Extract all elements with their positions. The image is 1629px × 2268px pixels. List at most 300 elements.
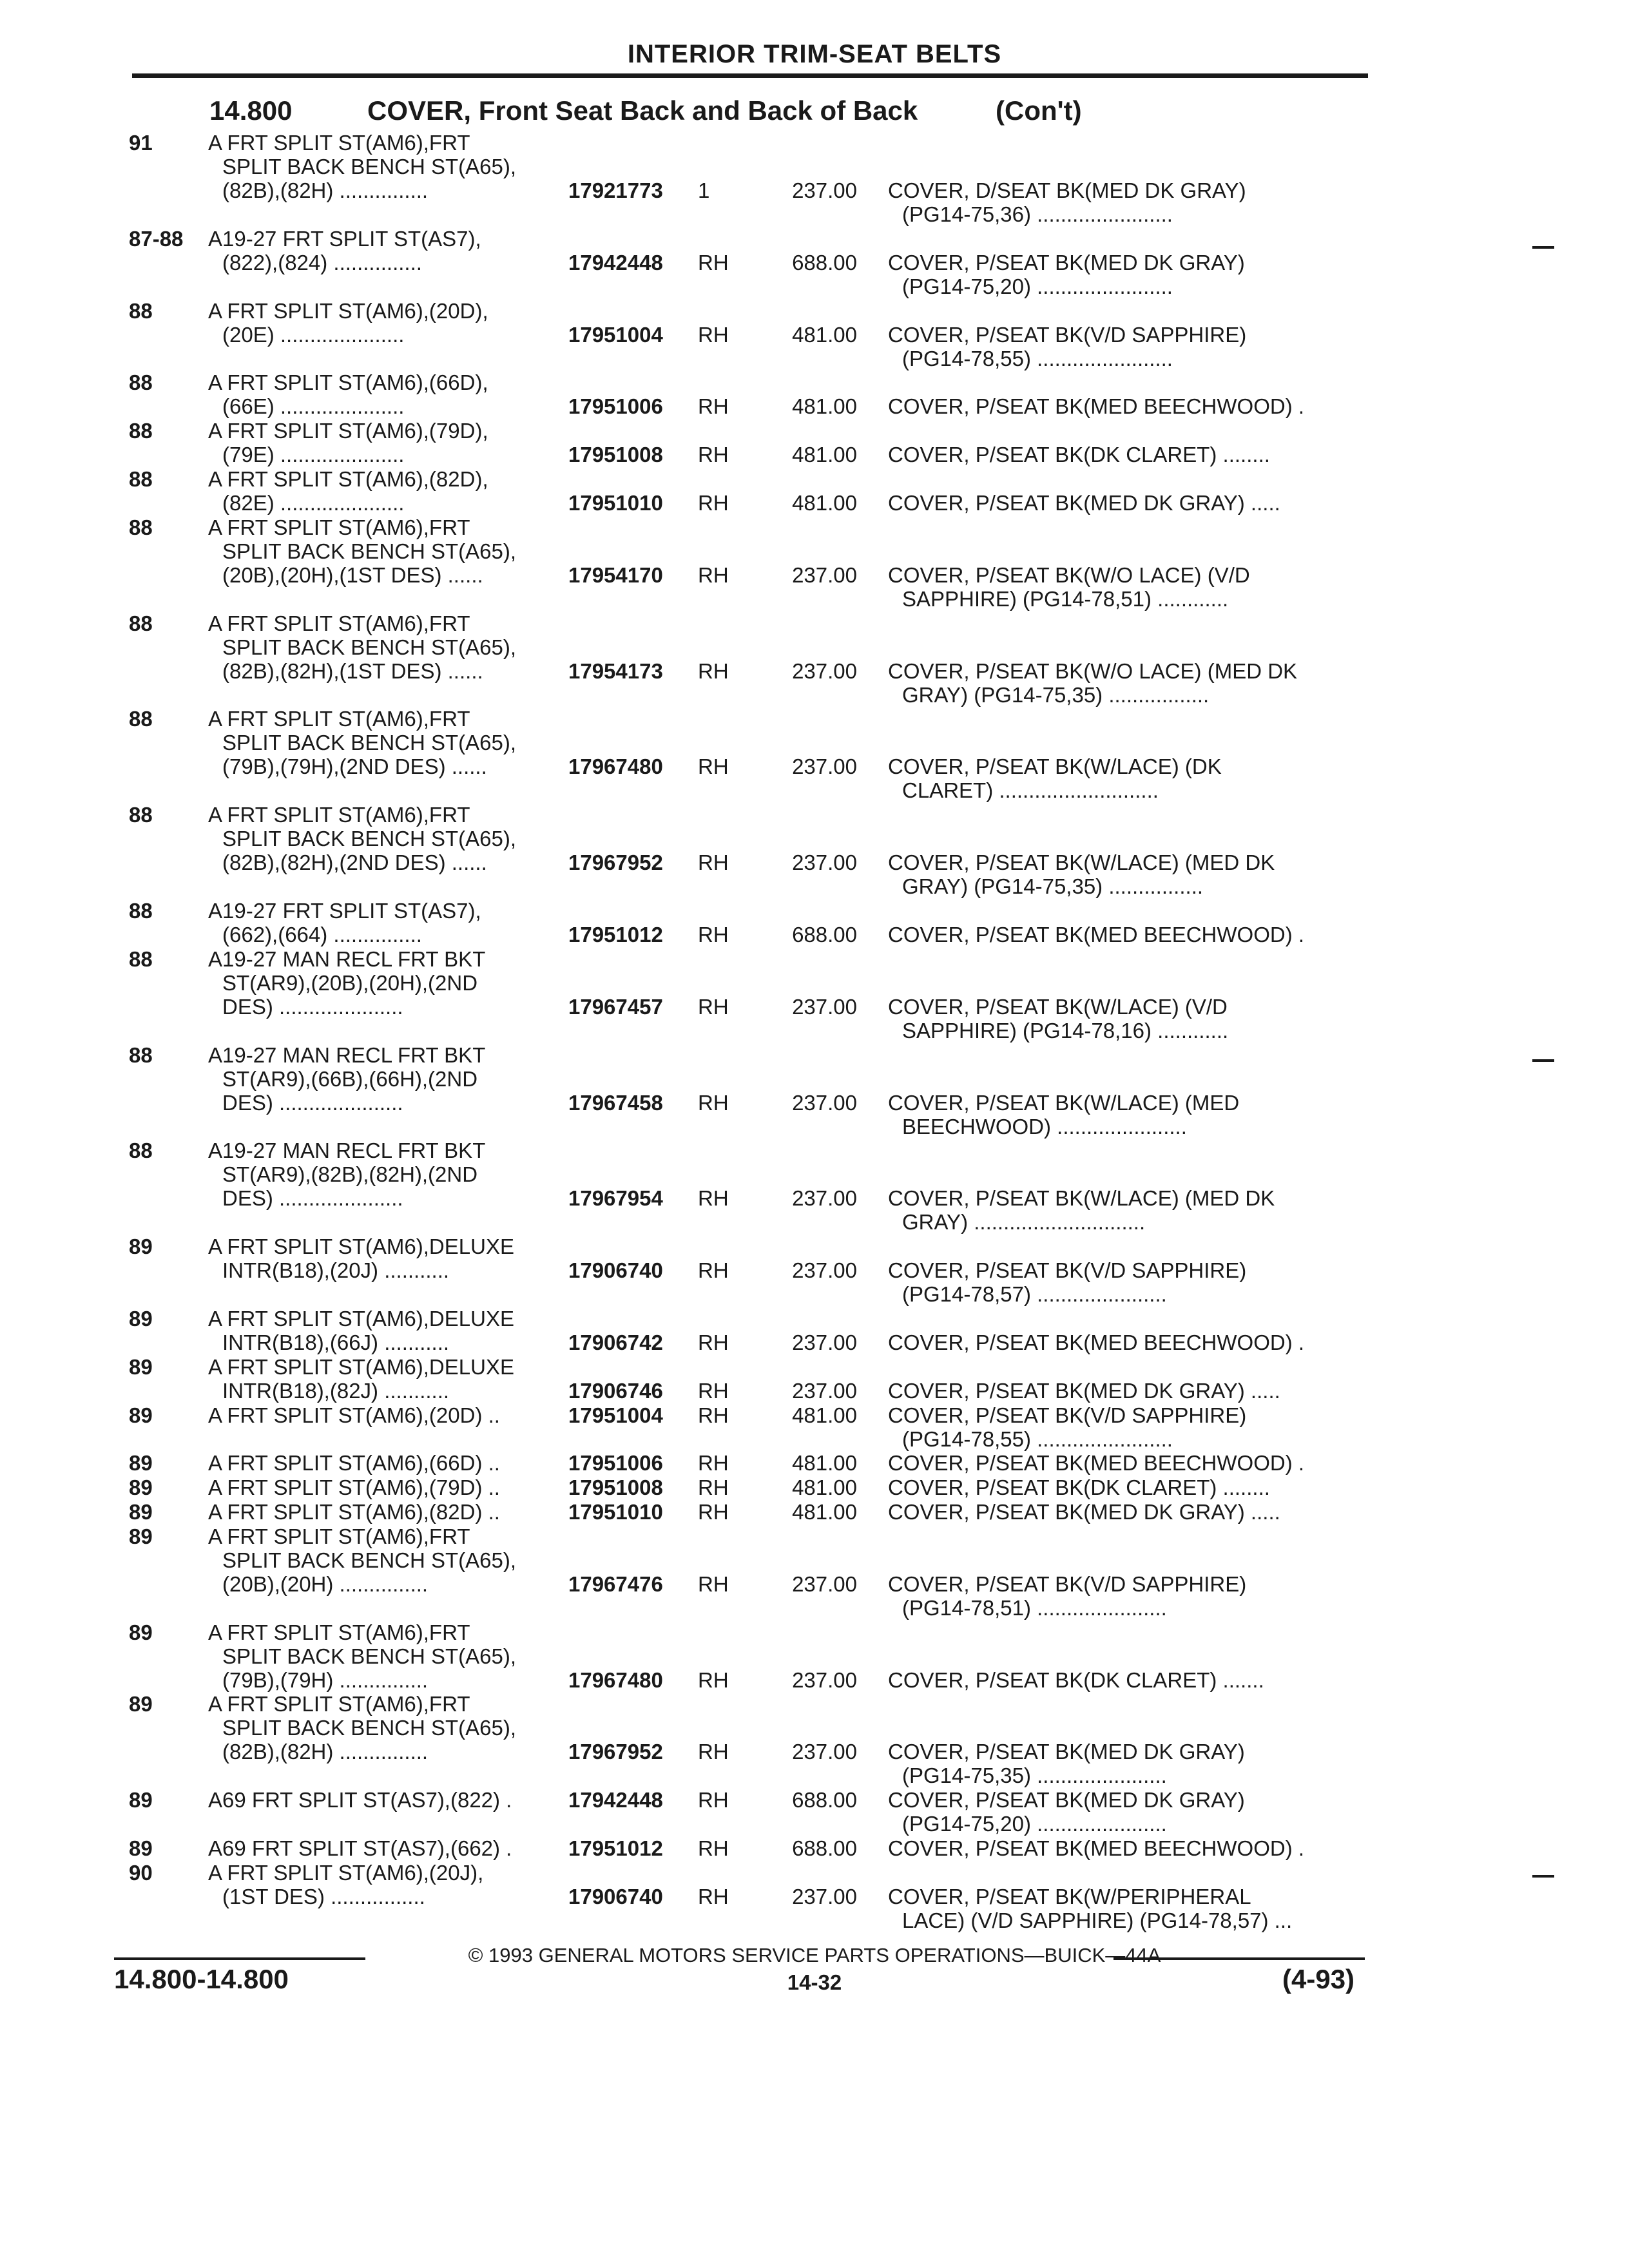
model-text: (82B),(82H) ............... [222, 178, 429, 202]
model-text: SPLIT BACK BENCH ST(A65), [222, 155, 517, 178]
model-text: SPLIT BACK BENCH ST(A65), [222, 635, 517, 659]
model-text: (1ST DES) ................ [222, 1884, 425, 1908]
price: 481.00 [792, 322, 857, 347]
description-text: COVER, P/SEAT BK(W/LACE) (MED DK [888, 1186, 1275, 1211]
model-text: ST(AR9),(66B),(66H),(2ND [222, 1066, 478, 1091]
application-code: 88 [129, 1043, 153, 1067]
model-text: A19-27 MAN RECL FRT BKT [208, 1139, 486, 1163]
entry-line [0, 635, 1629, 659]
entry-line [0, 1331, 1629, 1354]
model-text: A FRT SPLIT ST(AM6),(79D), [208, 419, 488, 443]
entry-line [0, 1812, 1629, 1836]
model-text: A FRT SPLIT ST(AM6),(82D), [208, 466, 488, 491]
model-text: A FRT SPLIT ST(AM6),FRT [208, 611, 470, 635]
part-entry [0, 803, 1629, 898]
entry-line [0, 227, 1629, 251]
model-text: A FRT SPLIT ST(AM6),(66D), [208, 370, 488, 395]
entry-line [0, 1885, 1629, 1908]
model-text: (82B),(82H),(1ST DES) ...... [222, 658, 483, 683]
entry-line [0, 1282, 1629, 1306]
part-entry [0, 419, 1629, 466]
description-text: COVER, P/SEAT BK(W/LACE) (MED [888, 1090, 1240, 1115]
part-entry [0, 1355, 1629, 1403]
model-text: SPLIT BACK BENCH ST(A65), [222, 539, 517, 563]
description-text: (PG14-75,35) ...................... [902, 1763, 1167, 1788]
section-number: 14.800 [209, 95, 293, 126]
part-number: 17951012 [568, 1836, 663, 1860]
application-code: 88 [129, 466, 153, 491]
entry-line [0, 1861, 1629, 1885]
part-number: 17951008 [568, 443, 663, 467]
entry-line [0, 274, 1629, 298]
part-number: 17954170 [568, 562, 663, 587]
model-text: DES) ..................... [222, 994, 403, 1019]
part-entry [0, 1524, 1629, 1620]
page-header: INTERIOR TRIM-SEAT BELTS [627, 40, 1002, 68]
application-code: 89 [129, 1499, 153, 1524]
model-text: (82B),(82H) ............... [222, 1740, 429, 1764]
model-text: (20B),(20H),(1ST DES) ...... [222, 562, 483, 587]
part-number: 17906742 [568, 1330, 663, 1354]
entry-line [0, 419, 1629, 443]
model-text: A FRT SPLIT ST(AM6),DELUXE [208, 1354, 514, 1379]
model-text: (66E) ..................... [222, 394, 405, 419]
part-number: 17967952 [568, 1740, 663, 1764]
description-text: COVER, P/SEAT BK(V/D SAPPHIRE) [888, 1403, 1247, 1427]
entry-line [0, 1548, 1629, 1572]
entry-line [0, 1258, 1629, 1282]
price: 481.00 [792, 1475, 857, 1500]
entry-line [0, 539, 1629, 563]
entry-line [0, 1403, 1629, 1427]
part-entry [0, 370, 1629, 418]
quantity-side: RH [698, 1788, 729, 1812]
parts-list [0, 131, 1629, 1932]
quantity-side: RH [698, 1258, 729, 1283]
part-number: 17906746 [568, 1378, 663, 1403]
quantity-side: RH [698, 1884, 729, 1908]
application-code: 89 [129, 1235, 153, 1259]
entry-line [0, 347, 1629, 370]
model-text: SPLIT BACK BENCH ST(A65), [222, 1644, 517, 1668]
model-text: A FRT SPLIT ST(AM6),FRT [208, 131, 470, 155]
model-text: (82B),(82H),(2ND DES) ...... [222, 850, 487, 875]
part-entry [0, 1475, 1629, 1499]
part-number: 17951006 [568, 1451, 663, 1475]
entry-line [0, 131, 1629, 155]
part-number: 17951012 [568, 922, 663, 947]
entry-line [0, 803, 1629, 827]
model-text: SPLIT BACK BENCH ST(A65), [222, 1548, 517, 1572]
entry-line [0, 202, 1629, 226]
entry-line [0, 827, 1629, 850]
part-number: 17951004 [568, 322, 663, 347]
part-entry [0, 467, 1629, 515]
part-number: 17942448 [568, 1788, 663, 1812]
price: 237.00 [792, 1571, 857, 1596]
quantity-side: RH [698, 1836, 729, 1860]
price: 237.00 [792, 1330, 857, 1354]
quantity-side: RH [698, 1475, 729, 1500]
entry-line [0, 923, 1629, 947]
part-entry [0, 1861, 1629, 1932]
price: 688.00 [792, 1836, 857, 1860]
entry-line [0, 491, 1629, 515]
part-entry [0, 1500, 1629, 1524]
description-text: SAPPHIRE) (PG14-78,16) ............ [902, 1018, 1229, 1043]
entry-line [0, 1740, 1629, 1763]
entry-line [0, 899, 1629, 923]
model-text: SPLIT BACK BENCH ST(A65), [222, 731, 517, 755]
entry-line [0, 659, 1629, 683]
model-text: A FRT SPLIT ST(AM6),(82D) .. [208, 1499, 500, 1524]
price: 237.00 [792, 1090, 857, 1115]
part-entry [0, 1307, 1629, 1354]
entry-line [0, 178, 1629, 202]
margin-mark [1532, 1059, 1554, 1062]
price: 237.00 [792, 1378, 857, 1403]
part-number: 17967476 [568, 1571, 663, 1596]
quantity-side: RH [698, 562, 729, 587]
description-text: (PG14-78,55) ....................... [902, 1427, 1173, 1451]
description-text: COVER, P/SEAT BK(W/PERIPHERAL [888, 1884, 1251, 1908]
price: 237.00 [792, 1186, 857, 1211]
model-text: A69 FRT SPLIT ST(AS7),(662) . [208, 1836, 512, 1860]
quantity-side: RH [698, 394, 729, 419]
part-entry [0, 131, 1629, 226]
description-text: COVER, P/SEAT BK(DK CLARET) ........ [888, 443, 1270, 467]
part-entry [0, 899, 1629, 947]
description-text: COVER, P/SEAT BK(MED DK GRAY) ..... [888, 1499, 1280, 1524]
model-text: INTR(B18),(66J) ........... [222, 1330, 450, 1354]
entry-line [0, 1235, 1629, 1258]
quantity-side: RH [698, 322, 729, 347]
entry-line [0, 1620, 1629, 1644]
section-title: COVER, Front Seat Back and Back of Back [367, 95, 918, 126]
entry-line [0, 1355, 1629, 1379]
description-text: COVER, P/SEAT BK(W/O LACE) (MED DK [888, 658, 1298, 683]
model-text: A FRT SPLIT ST(AM6),(66D) .. [208, 1451, 500, 1475]
application-code: 89 [129, 1306, 153, 1331]
application-code: 89 [129, 1451, 153, 1475]
application-code: 89 [129, 1475, 153, 1500]
quantity-side: RH [698, 1378, 729, 1403]
model-text: A FRT SPLIT ST(AM6),FRT [208, 1524, 470, 1548]
model-text: DES) ..................... [222, 1090, 403, 1115]
model-text: SPLIT BACK BENCH ST(A65), [222, 1716, 517, 1740]
entry-line [0, 611, 1629, 635]
model-text: A69 FRT SPLIT ST(AS7),(822) . [208, 1788, 512, 1812]
price: 237.00 [792, 658, 857, 683]
application-code: 89 [129, 1788, 153, 1812]
entry-line [0, 995, 1629, 1019]
quantity-side: RH [698, 850, 729, 875]
description-text: (PG14-78,57) ...................... [902, 1282, 1167, 1307]
price: 481.00 [792, 443, 857, 467]
quantity-side: RH [698, 1186, 729, 1211]
price: 481.00 [792, 490, 857, 515]
application-code: 89 [129, 1620, 153, 1644]
model-text: A FRT SPLIT ST(AM6),DELUXE [208, 1306, 514, 1331]
price: 688.00 [792, 922, 857, 947]
entry-line [0, 1716, 1629, 1740]
description-text: BEECHWOOD) ...................... [902, 1114, 1187, 1139]
entry-line [0, 971, 1629, 995]
description-text: COVER, P/SEAT BK(MED BEECHWOOD) . [888, 922, 1305, 947]
price: 237.00 [792, 178, 857, 202]
price: 481.00 [792, 1451, 857, 1475]
price: 481.00 [792, 1403, 857, 1427]
description-text: COVER, P/SEAT BK(V/D SAPPHIRE) [888, 1258, 1247, 1283]
application-code: 91 [129, 131, 153, 155]
description-text: CLARET) ........................... [902, 778, 1159, 803]
entry-line [0, 1763, 1629, 1787]
model-text: (822),(824) ............... [222, 250, 422, 274]
price: 688.00 [792, 1788, 857, 1812]
application-code: 88 [129, 515, 153, 539]
entry-line [0, 299, 1629, 323]
model-text: DES) ..................... [222, 1186, 403, 1211]
entry-line [0, 850, 1629, 874]
quantity-side: RH [698, 1451, 729, 1475]
entry-line [0, 1788, 1629, 1812]
description-text: COVER, P/SEAT BK(MED BEECHWOOD) . [888, 1836, 1305, 1860]
price: 237.00 [792, 1667, 857, 1692]
part-number: 17954173 [568, 658, 663, 683]
entry-line [0, 1451, 1629, 1475]
application-code: 89 [129, 1524, 153, 1548]
quantity-side: RH [698, 443, 729, 467]
model-text: (79B),(79H) ............... [222, 1667, 429, 1692]
part-entry [0, 1692, 1629, 1787]
description-text: COVER, P/SEAT BK(W/LACE) (DK [888, 754, 1222, 779]
description-text: COVER, P/SEAT BK(MED DK GRAY) ..... [888, 1378, 1280, 1403]
part-entry [0, 1620, 1629, 1692]
model-text: ST(AR9),(20B),(20H),(2ND [222, 970, 478, 995]
entry-line [0, 1836, 1629, 1860]
description-text: (PG14-78,55) ....................... [902, 346, 1173, 370]
part-entry [0, 947, 1629, 1043]
model-text: INTR(B18),(20J) ........... [222, 1258, 450, 1283]
description-text: COVER, P/SEAT BK(V/D SAPPHIRE) [888, 322, 1247, 347]
entry-line [0, 1644, 1629, 1668]
model-text: A19-27 MAN RECL FRT BKT [208, 947, 486, 971]
price: 237.00 [792, 754, 857, 779]
model-text: (20B),(20H) ............... [222, 1571, 429, 1596]
part-entry [0, 1788, 1629, 1836]
entry-line [0, 731, 1629, 754]
price: 237.00 [792, 562, 857, 587]
entry-line [0, 1668, 1629, 1692]
model-text: A FRT SPLIT ST(AM6),DELUXE [208, 1235, 514, 1259]
description-text: SAPPHIRE) (PG14-78,51) ............ [902, 586, 1229, 611]
model-text: A19-27 MAN RECL FRT BKT [208, 1043, 486, 1067]
application-code: 88 [129, 898, 153, 923]
quantity-side: 1 [698, 178, 710, 202]
quantity-side: RH [698, 754, 729, 779]
part-entry [0, 1139, 1629, 1234]
description-text: COVER, P/SEAT BK(W/LACE) (V/D [888, 994, 1228, 1019]
part-entry [0, 1403, 1629, 1451]
entry-line [0, 1115, 1629, 1139]
entry-line [0, 1596, 1629, 1620]
quantity-side: RH [698, 1330, 729, 1354]
header-rule [132, 73, 1368, 78]
model-text: A FRT SPLIT ST(AM6),(20D) .. [208, 1403, 500, 1427]
model-text: (79E) ..................... [222, 443, 405, 467]
description-text: COVER, P/SEAT BK(MED DK GRAY) [888, 250, 1245, 274]
quantity-side: RH [698, 994, 729, 1019]
price: 481.00 [792, 1499, 857, 1524]
entry-line [0, 1908, 1629, 1932]
entry-line [0, 1067, 1629, 1091]
quantity-side: RH [698, 1403, 729, 1427]
entry-line [0, 1524, 1629, 1548]
description-text: COVER, P/SEAT BK(V/D SAPPHIRE) [888, 1571, 1247, 1596]
price: 237.00 [792, 850, 857, 875]
entry-line [0, 1019, 1629, 1043]
entry-line [0, 587, 1629, 611]
quantity-side: RH [698, 490, 729, 515]
model-text: (662),(664) ............... [222, 922, 422, 947]
application-code: 88 [129, 1139, 153, 1163]
entry-line [0, 1043, 1629, 1067]
description-text: (PG14-75,36) ....................... [902, 202, 1173, 226]
model-text: A FRT SPLIT ST(AM6),FRT [208, 803, 470, 827]
entry-line [0, 1162, 1629, 1186]
description-text: COVER, P/SEAT BK(MED DK GRAY) [888, 1740, 1245, 1764]
quantity-side: RH [698, 1740, 729, 1764]
entry-line [0, 515, 1629, 539]
model-text: A FRT SPLIT ST(AM6),FRT [208, 515, 470, 539]
footer-section-range: 14.800-14.800 [114, 1964, 289, 1994]
footer-page-number: 14-32 [787, 1970, 842, 1994]
price: 237.00 [792, 994, 857, 1019]
description-text: GRAY) ............................. [902, 1210, 1146, 1235]
description-text: COVER, P/SEAT BK(MED DK GRAY) ..... [888, 490, 1280, 515]
entry-line [0, 467, 1629, 491]
description-text: LACE) (V/D SAPPHIRE) (PG14-78,57) ... [902, 1908, 1293, 1932]
price: 481.00 [792, 394, 857, 419]
part-number: 17942448 [568, 250, 663, 274]
entry-line [0, 1475, 1629, 1499]
entry-line [0, 1210, 1629, 1234]
application-code: 89 [129, 1836, 153, 1860]
entry-line [0, 443, 1629, 466]
part-number: 17967480 [568, 754, 663, 779]
description-text: (PG14-75,20) ...................... [902, 1812, 1167, 1836]
footer-copyright: © 1993 GENERAL MOTORS SERVICE PARTS OPERATIONS—BUICK—44A [468, 1944, 1161, 1966]
model-text: ST(AR9),(82B),(82H),(2ND [222, 1162, 478, 1187]
model-text: A19-27 FRT SPLIT ST(AS7), [208, 226, 481, 251]
entry-line [0, 947, 1629, 971]
model-text: (79B),(79H),(2ND DES) ...... [222, 754, 487, 779]
application-code: 90 [129, 1860, 153, 1885]
model-text: A FRT SPLIT ST(AM6),FRT [208, 707, 470, 731]
entry-line [0, 1307, 1629, 1331]
model-text: (82E) ..................... [222, 490, 405, 515]
description-text: COVER, P/SEAT BK(MED DK GRAY) [888, 1788, 1245, 1812]
price: 237.00 [792, 1258, 857, 1283]
description-text: (PG14-75,20) ....................... [902, 274, 1173, 298]
footer-date: (4-93) [1282, 1964, 1355, 1994]
entry-line [0, 778, 1629, 802]
entry-line [0, 707, 1629, 731]
entry-line [0, 394, 1629, 418]
application-code: 87-88 [129, 226, 184, 251]
description-text: COVER, P/SEAT BK(DK CLARET) ........ [888, 1475, 1270, 1500]
margin-mark [1532, 1875, 1554, 1878]
application-code: 89 [129, 1354, 153, 1379]
model-text: A FRT SPLIT ST(AM6),FRT [208, 1620, 470, 1644]
part-entry [0, 1836, 1629, 1860]
part-number: 17951010 [568, 490, 663, 515]
quantity-side: RH [698, 1571, 729, 1596]
part-number: 17967458 [568, 1090, 663, 1115]
price: 688.00 [792, 250, 857, 274]
quantity-side: RH [698, 1499, 729, 1524]
part-entry [0, 707, 1629, 802]
application-code: 88 [129, 803, 153, 827]
quantity-side: RH [698, 922, 729, 947]
entry-line [0, 1427, 1629, 1451]
description-text: COVER, D/SEAT BK(MED DK GRAY) [888, 178, 1246, 202]
margin-mark [1532, 246, 1554, 249]
part-entry [0, 1043, 1629, 1139]
entry-line [0, 1379, 1629, 1403]
model-text: INTR(B18),(82J) ........... [222, 1378, 450, 1403]
part-number: 17906740 [568, 1258, 663, 1283]
entry-line [0, 1186, 1629, 1210]
part-number: 17951006 [568, 394, 663, 419]
part-number: 17967952 [568, 850, 663, 875]
price: 237.00 [792, 1884, 857, 1908]
part-entry [0, 1235, 1629, 1306]
application-code: 88 [129, 298, 153, 323]
part-entry [0, 515, 1629, 611]
price: 237.00 [792, 1740, 857, 1764]
application-code: 89 [129, 1403, 153, 1427]
description-text: COVER, P/SEAT BK(MED BEECHWOOD) . [888, 1451, 1305, 1475]
description-text: GRAY) (PG14-75,35) ................ [902, 874, 1204, 899]
description-text: GRAY) (PG14-75,35) ................. [902, 682, 1210, 707]
part-entry [0, 227, 1629, 298]
application-code: 88 [129, 370, 153, 395]
model-text: SPLIT BACK BENCH ST(A65), [222, 827, 517, 851]
model-text: A FRT SPLIT ST(AM6),(20J), [208, 1860, 484, 1885]
part-number: 17951010 [568, 1499, 663, 1524]
part-number: 17967480 [568, 1667, 663, 1692]
part-number: 17906740 [568, 1884, 663, 1908]
entry-line [0, 1572, 1629, 1596]
model-text: A19-27 FRT SPLIT ST(AS7), [208, 898, 481, 923]
entry-line [0, 323, 1629, 347]
entry-line [0, 1692, 1629, 1716]
entry-line [0, 1500, 1629, 1524]
description-text: COVER, P/SEAT BK(W/LACE) (MED DK [888, 850, 1275, 875]
entry-line [0, 370, 1629, 394]
part-number: 17967954 [568, 1186, 663, 1211]
model-text: A FRT SPLIT ST(AM6),(20D), [208, 298, 488, 323]
application-code: 88 [129, 611, 153, 635]
description-text: COVER, P/SEAT BK(DK CLARET) ....... [888, 1667, 1264, 1692]
entry-line [0, 1139, 1629, 1162]
description-text: (PG14-78,51) ...................... [902, 1595, 1167, 1620]
model-text: A FRT SPLIT ST(AM6),(79D) .. [208, 1475, 500, 1500]
entry-line [0, 563, 1629, 587]
entry-line [0, 683, 1629, 707]
quantity-side: RH [698, 1090, 729, 1115]
